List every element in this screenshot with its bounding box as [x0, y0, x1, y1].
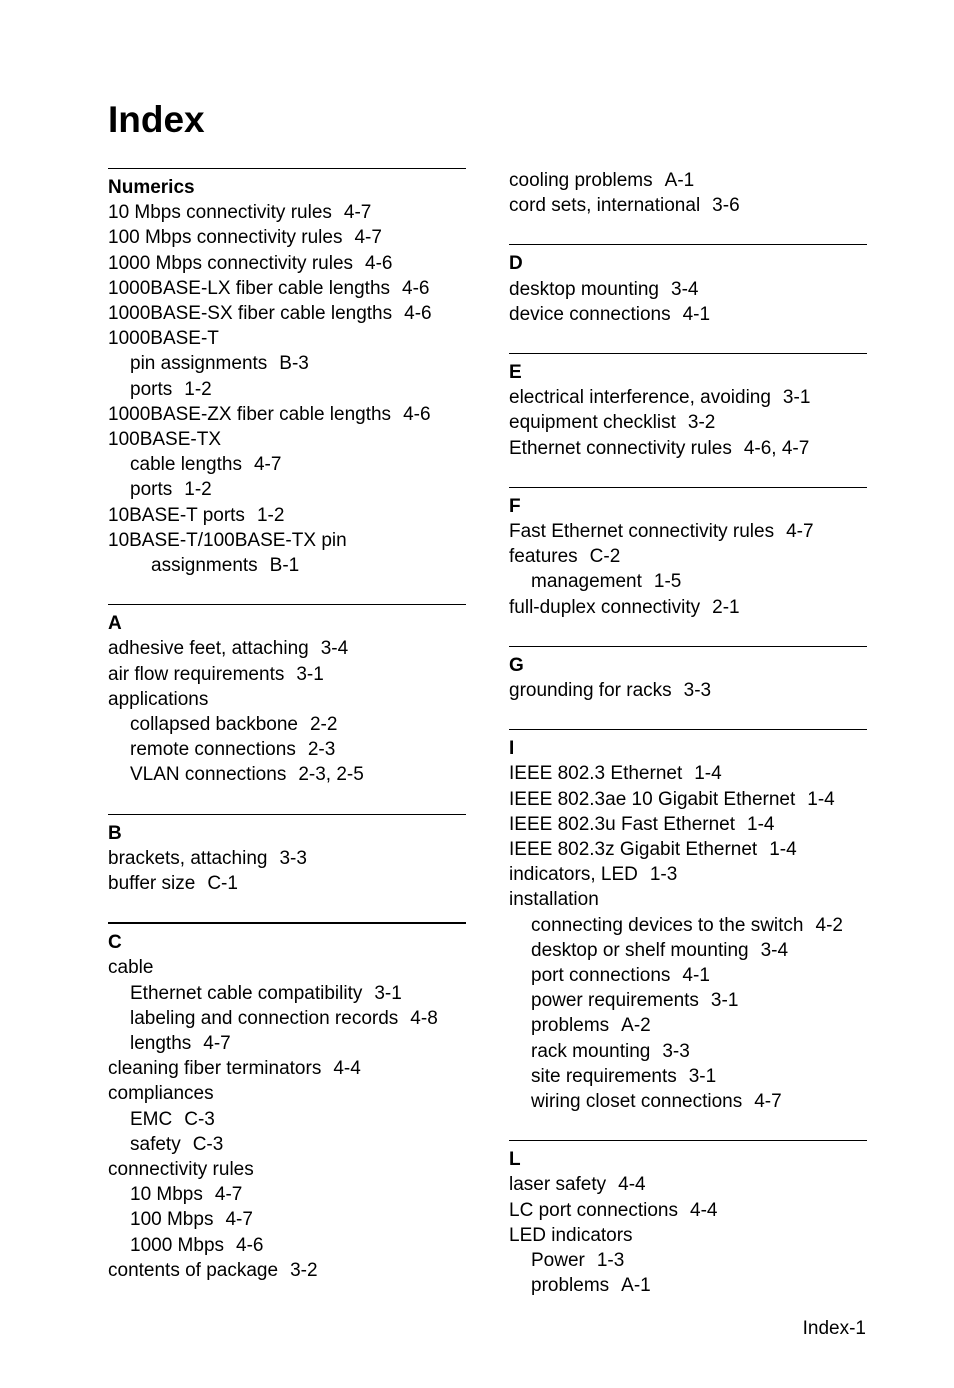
entry-term: IEEE 802.3u Fast Ethernet: [509, 813, 736, 835]
index-entry: [509, 988, 867, 1013]
entry-page-ref: 1-2: [184, 378, 212, 400]
index-entry: [509, 595, 867, 620]
entry-term: IEEE 802.3 Ethernet: [509, 763, 683, 785]
index-entry: [509, 569, 867, 594]
entry-page-ref: 4-7: [225, 1209, 253, 1231]
entry-term: 1000BASE-LX fiber cable lengths: [108, 277, 391, 299]
index-entry: [108, 687, 466, 712]
entry-term: 100 Mbps connectivity rules: [108, 227, 343, 249]
entry-page-ref: 4-7: [754, 1091, 782, 1113]
index-entry: [108, 351, 466, 376]
entry-page-ref: 3-3: [662, 1040, 690, 1062]
section-heading: I: [509, 738, 515, 760]
entry-page-ref: 3-2: [290, 1259, 318, 1281]
entry-term: 1000 Mbps: [130, 1234, 225, 1256]
entry-term: safety: [130, 1133, 181, 1155]
entry-term: IEEE 802.3ae 10 Gigabit Ethernet: [509, 788, 796, 810]
entry-term: buffer size: [108, 873, 196, 895]
entry-term: electrical interference, avoiding: [509, 387, 771, 409]
entry-page-ref: 1-4: [807, 788, 835, 810]
entry-page-ref: 4-6: [402, 277, 430, 299]
entry-term: 1000BASE-T: [108, 328, 219, 350]
entry-term: 1000BASE-SX fiber cable lengths: [108, 303, 393, 324]
index-entry: [108, 1157, 466, 1182]
section-heading: F: [509, 495, 521, 517]
entry-page-ref: C-3: [184, 1108, 215, 1130]
entry-term: features: [509, 546, 578, 568]
entry-term: connecting devices to the switch: [531, 914, 804, 936]
section-heading: B: [108, 822, 122, 844]
index-entry: [509, 787, 867, 812]
index-entry: [108, 955, 466, 980]
section-heading: G: [509, 654, 524, 676]
index-entry: [509, 436, 867, 461]
index-entry: [509, 1089, 867, 1114]
entry-page-ref: 4-6: [365, 252, 393, 274]
entry-term: adhesive feet, attaching: [108, 638, 309, 660]
section-heading: L: [509, 1149, 521, 1171]
entry-term: pin assignments: [130, 353, 268, 375]
entry-term: laser safety: [509, 1174, 607, 1196]
index-entry: [509, 1172, 867, 1197]
entry-term: VLAN connections: [130, 764, 287, 786]
index-entry: [509, 812, 867, 837]
index-entry: [509, 678, 867, 703]
entry-page-ref: 3-1: [374, 982, 402, 1004]
index-entry: [108, 662, 466, 687]
entry-page-ref: 1-5: [653, 571, 682, 593]
index-entry: [108, 762, 466, 787]
entry-page-ref: C-3: [192, 1133, 224, 1155]
index-section: [509, 353, 867, 461]
index-entry: [509, 302, 867, 327]
entry-page-ref: 1-2: [184, 479, 212, 501]
index-entry: [509, 1039, 867, 1064]
entry-page-ref: 3-1: [296, 663, 324, 685]
entry-page-ref: 4-7: [203, 1033, 231, 1055]
entry-term: cord sets, international: [509, 195, 701, 217]
index-entry: [108, 1081, 466, 1106]
index-entry: [108, 1132, 466, 1157]
index-entry: [509, 761, 867, 786]
index-section: [509, 729, 867, 1114]
entry-term: problems: [531, 1275, 610, 1297]
entry-term: full-duplex connectivity: [509, 596, 701, 618]
entry-page-ref: 4-7: [354, 227, 382, 249]
entry-page-ref: 3-4: [320, 638, 349, 660]
entry-term: labeling and connection records: [130, 1007, 399, 1029]
index-section: [509, 244, 867, 327]
entry-term: Power: [531, 1250, 585, 1272]
index-entry: [108, 1207, 466, 1232]
entry-term: equipment checklist: [509, 412, 676, 434]
entry-term: installation: [509, 889, 599, 911]
index-entry: [509, 887, 867, 912]
entry-page-ref: 4-6: [236, 1234, 264, 1256]
index-entry: [108, 871, 466, 896]
entry-term: lengths: [130, 1033, 192, 1055]
index-entry: [108, 1258, 466, 1283]
section-heading: Numerics: [108, 177, 195, 198]
index-entry: [108, 402, 466, 427]
section-heading: D: [509, 253, 523, 275]
entry-term: 10BASE-T ports: [108, 504, 245, 526]
entry-term: port connections: [531, 965, 671, 986]
entry-page-ref: B-3: [279, 353, 309, 375]
index-entry: [108, 452, 466, 477]
index-entry: [108, 200, 466, 225]
entry-page-ref: A-1: [621, 1275, 651, 1297]
entry-term: power requirements: [531, 990, 699, 1012]
index-section: [509, 487, 867, 620]
index-section: [509, 646, 867, 703]
section-heading: E: [509, 362, 522, 383]
index-section: [108, 814, 466, 897]
entry-page-ref: 4-4: [618, 1174, 646, 1196]
section-heading: A: [108, 613, 122, 635]
entry-term: collapsed backbone: [130, 714, 298, 736]
entry-term: compliances: [108, 1083, 214, 1105]
index-entry: [108, 1006, 466, 1031]
entry-page-ref: 4-7: [253, 454, 282, 476]
index-entry: [108, 846, 466, 871]
index-entry: [108, 553, 466, 578]
entry-term: cooling problems: [509, 170, 653, 191]
entry-page-ref: 4-7: [214, 1184, 243, 1206]
page-footer: Index-1: [802, 1318, 866, 1339]
index-entry: [509, 1248, 867, 1273]
index-entry: [108, 477, 466, 502]
index-entry: [108, 1056, 466, 1081]
index-entry: [108, 981, 466, 1006]
index-entry: [509, 1013, 867, 1038]
index-entry: [108, 636, 466, 661]
entry-term: desktop mounting: [509, 278, 659, 300]
entry-page-ref: 3-6: [712, 195, 740, 217]
index-entry: [509, 1064, 867, 1089]
entry-term: assignments: [151, 555, 258, 577]
index-entry: [509, 913, 867, 938]
entry-term: 10BASE-T/100BASE-TX pin: [108, 529, 347, 551]
entry-term: 10 Mbps: [130, 1184, 203, 1206]
index-entry: [509, 1223, 867, 1248]
entry-term: cleaning fiber terminators: [108, 1058, 322, 1080]
entry-page-ref: 4-7: [343, 202, 372, 224]
page-title: Index: [108, 99, 205, 140]
entry-term: 10 Mbps connectivity rules: [108, 202, 332, 224]
entry-page-ref: 4-8: [410, 1007, 438, 1029]
entry-page-ref: 3-1: [710, 990, 739, 1012]
index-entry: [509, 837, 867, 862]
entry-page-ref: 3-3: [683, 679, 712, 701]
index-section: [509, 168, 867, 218]
index-column-left: [108, 168, 466, 1309]
index-entry: [509, 519, 867, 544]
entry-page-ref: 1-3: [596, 1250, 625, 1272]
entry-page-ref: 4-6, 4-7: [743, 437, 810, 459]
entry-page-ref: 1-4: [747, 813, 775, 835]
entry-term: connectivity rules: [108, 1159, 254, 1181]
entry-page-ref: 4-6: [404, 303, 432, 324]
section-heading: C: [108, 932, 122, 954]
entry-page-ref: 4-4: [333, 1058, 361, 1080]
entry-page-ref: 1-4: [694, 763, 722, 785]
index-entry: [108, 225, 466, 250]
entry-term: Ethernet cable compatibility: [130, 982, 363, 1004]
index-entry: [108, 301, 466, 326]
entry-page-ref: 4-1: [682, 965, 710, 986]
entry-page-ref: 4-4: [690, 1199, 718, 1221]
entry-term: problems: [531, 1015, 610, 1037]
index-entry: [108, 503, 466, 528]
index-section: [108, 922, 466, 1283]
entry-page-ref: 1-3: [649, 864, 678, 886]
entry-term: ports: [130, 479, 173, 501]
entry-term: ports: [130, 378, 173, 400]
entry-term: rack mounting: [531, 1040, 651, 1062]
entry-page-ref: 2-3: [307, 739, 336, 761]
entry-page-ref: 4-1: [682, 303, 711, 325]
entry-page-ref: 1-2: [256, 504, 285, 526]
entry-term: LC port connections: [509, 1199, 678, 1221]
index-entry: [509, 1273, 867, 1298]
entry-term: brackets, attaching: [108, 847, 268, 869]
entry-term: Fast Ethernet connectivity rules: [509, 520, 775, 542]
entry-page-ref: 4-6: [403, 403, 431, 425]
index-entry: [509, 1198, 867, 1223]
entry-page-ref: C-1: [207, 873, 238, 895]
entry-term: indicators, LED: [509, 864, 638, 886]
entry-page-ref: C-2: [589, 546, 621, 568]
index-entry: [509, 862, 867, 887]
index-entry: [509, 938, 867, 963]
index-entry: [509, 193, 867, 218]
entry-term: EMC: [130, 1108, 173, 1130]
entry-page-ref: B-1: [269, 555, 300, 577]
entry-page-ref: 3-3: [279, 847, 307, 869]
entry-term: LED indicators: [509, 1224, 633, 1246]
entry-term: 100BASE-TX: [108, 429, 221, 451]
index-entry: [108, 737, 466, 762]
entry-term: desktop or shelf mounting: [531, 939, 749, 961]
entry-term: air flow requirements: [108, 663, 285, 685]
entry-term: grounding for racks: [509, 679, 672, 701]
index-entry: [108, 1182, 466, 1207]
entry-page-ref: A-1: [664, 170, 695, 191]
index-entry: [108, 377, 466, 402]
index-entry: [108, 276, 466, 301]
entry-page-ref: 1-4: [769, 838, 797, 860]
entry-term: IEEE 802.3z Gigabit Ethernet: [509, 838, 758, 860]
index-section: [108, 604, 466, 787]
index-entry: [108, 1233, 466, 1258]
index-entry: [509, 963, 867, 988]
entry-term: Ethernet connectivity rules: [509, 437, 732, 459]
entry-page-ref: 2-1: [712, 596, 740, 618]
index-section: [108, 168, 466, 578]
entry-term: device connections: [509, 303, 671, 325]
entry-term: contents of package: [108, 1259, 279, 1281]
entry-term: 1000 Mbps connectivity rules: [108, 252, 354, 274]
index-column-right: [509, 168, 867, 1324]
entry-page-ref: 2-3, 2-5: [298, 764, 364, 786]
entry-page-ref: 3-2: [687, 412, 716, 434]
entry-page-ref: 3-1: [782, 387, 811, 409]
index-entry: [108, 712, 466, 737]
index-entry: [108, 1107, 466, 1132]
entry-page-ref: 3-4: [760, 939, 789, 961]
entry-page-ref: 3-4: [671, 278, 699, 300]
index-entry: [108, 326, 466, 351]
index-entry: [509, 168, 867, 193]
index-entry: [509, 385, 867, 410]
entry-term: 100 Mbps: [130, 1209, 214, 1231]
index-entry: [108, 1031, 466, 1056]
entry-term: 1000BASE-ZX fiber cable lengths: [108, 403, 392, 425]
entry-page-ref: 2-2: [309, 714, 338, 736]
entry-page-ref: 4-2: [815, 914, 843, 936]
entry-term: cable: [108, 957, 154, 979]
index-entry: [108, 427, 466, 452]
entry-term: wiring closet connections: [531, 1091, 743, 1113]
entry-term: applications: [108, 688, 209, 710]
index-entry: [509, 277, 867, 302]
index-section: [509, 1140, 867, 1298]
entry-page-ref: A-2: [621, 1015, 651, 1037]
index-entry: [108, 528, 466, 553]
index-entry: [509, 410, 867, 435]
entry-page-ref: 4-7: [786, 520, 814, 542]
entry-term: remote connections: [130, 739, 296, 761]
entry-term: site requirements: [531, 1065, 677, 1087]
index-entry: [509, 544, 867, 569]
entry-page-ref: 3-1: [688, 1065, 717, 1087]
entry-term: cable lengths: [130, 454, 242, 476]
entry-term: management: [531, 571, 642, 593]
index-entry: [108, 251, 466, 276]
